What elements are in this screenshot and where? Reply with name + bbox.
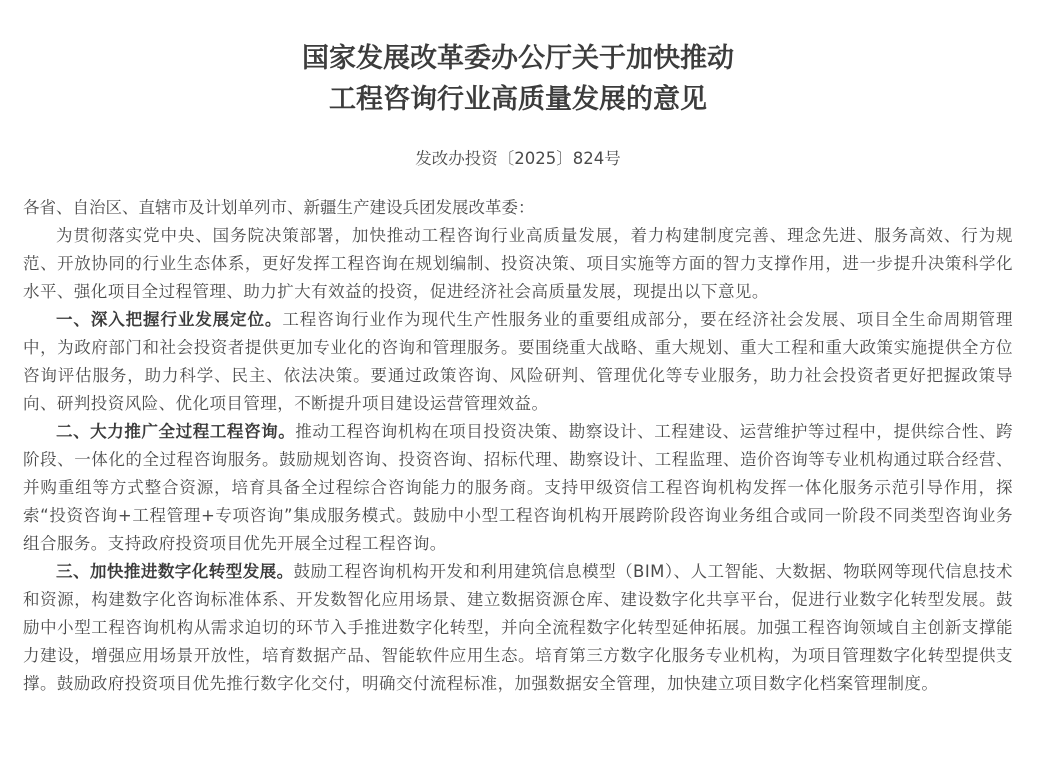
document-number: 发改办投资〔2025〕824号 [415, 149, 621, 168]
section-heading-1: 一、深入把握行业发展定位。 [56, 310, 283, 329]
addressee: 各省、自治区、直辖市及计划单列市、新疆生产建设兵团发展改革委： [23, 198, 535, 217]
section-heading-3: 三、加快推进数字化转型发展。 [56, 562, 294, 581]
section-paragraph-1 [23, 306, 1013, 418]
section-paragraph-3 [23, 558, 1013, 698]
document-title [23, 0, 1013, 120]
intro-paragraph: 为贯彻落实党中央、国务院决策部署，加快推动工程咨询行业高质量发展，着力构建制度完善、理念先进、服务高效、行为规范、开放协同的行业生态体系，更好发挥工程咨询在规划编制、投资决策、项目实施等方面的智力支撑作用，进一步提升决策科学化水平、强化项目全过程管理、助力扩大有效益的投资，促进经济社会高质量发展，现提出以下意见。 [23, 226, 1013, 301]
title-line-1: 国家发展改革委办公厅关于加快推动 [302, 43, 734, 74]
section-heading-2: 二、大力推广全过程工程咨询。 [56, 422, 296, 441]
section-body-3: 鼓励工程咨询机构开发和利用建筑信息模型（BIM）、人工智能、大数据、物联网等现代信息技术和资源，构建数字化咨询标准体系、开发数智化应用场景、建立数据资源仓库、建设数字化共享平台，促进行业数字化转型发展。鼓励中小型工程咨询机构从需求迫切的环节入手推进数字化转型，并向全流程数字化转型延伸拓展。加强工程咨询领域自主创新支撑能力建设，增强应用场景开放性，培育数据产品、智能软件应用生态。培育第三方数字化服务专业机构，为项目管理数字化转型提供支撑。鼓励政府投资项目优先推行数字化交付，明确交付流程标准，加强数据安全管理，加快建立项目数字化档案管理制度。 [23, 562, 1013, 693]
title-line-2: 工程咨询行业高质量发展的意见 [329, 84, 707, 115]
section-body-2: 推动工程咨询机构在项目投资决策、勘察设计、工程建设、运营维护等过程中，提供综合性、跨阶段、一体化的全过程咨询服务。鼓励规划咨询、投资咨询、招标代理、勘察设计、工程监理、造价咨询等专业机构通过联合经营、并购重组等方式整合资源，培育具备全过程综合咨询能力的服务商。支持甲级资信工程咨询机构发挥一体化服务示范引导作用，探索“投资咨询+工程管理+专项咨询”集成服务模式。鼓励中小型工程咨询机构开展跨阶段咨询业务组合或同一阶段不同类型咨询业务组合服务。支持政府投资项目优先开展全过程工程咨询。 [23, 422, 1013, 553]
section-paragraph-2 [23, 418, 1013, 558]
section-body-1: 工程咨询行业作为现代生产性服务业的重要组成部分，要在经济社会发展、项目全生命周期管理中，为政府部门和社会投资者提供更加专业化的咨询和管理服务。要围绕重大战略、重大规划、重大工程和重大政策实施提供全方位咨询评估服务，助力科学、民主、依法决策。要通过政策咨询、风险研判、管理优化等专业服务，助力社会投资者更好把握政策导向、研判投资风险、优化项目管理，不断提升项目建设运营管理效益。 [23, 310, 1013, 413]
